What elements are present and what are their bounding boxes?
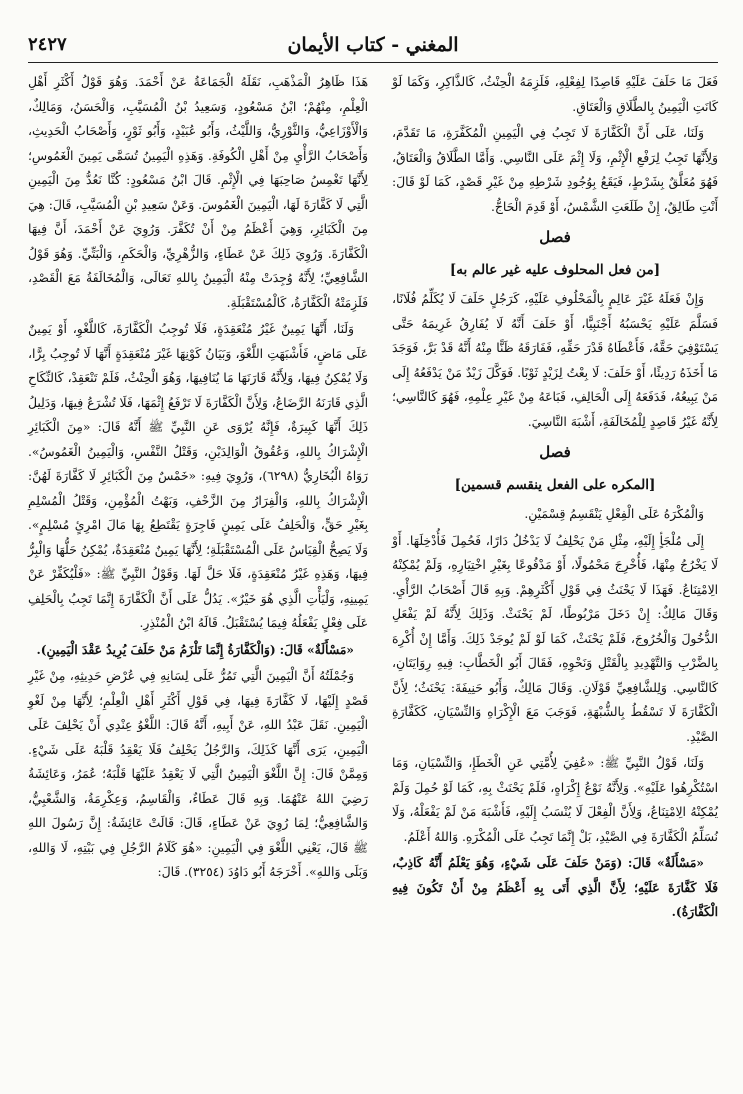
paragraph: وَإِنْ فَعَلَهُ غَيْرَ عَالِمٍ بِالْمَحْلُوفِ عَلَيْهِ، كَرَجُلٍ حَلَفَ لَا يُكَلِّمُ فُلَانًا، فَسَلَّمَ عَلَيْهِ يَحْسَبُهُ أَجْنَبِيًّا، أَوْ حَلَفَ أَنَّهُ لَا يُفَارِقُ غَرِيمَهُ حَتَّى يَسْتَوْفِيَ حَقَّهُ، فَأَعْطَاهُ قَدْرَ حَقِّهِ، فَفَارَقَهُ ظَنًّا مِنْهُ أَنَّهُ قَدْ بَرَّ، فَوَجَدَ مَا أَخَذَهُ رَدِيئًا، أَوْ حَلَفَ: لَا بِعْتُ لِزَيْدٍ ثَوْبًا. فَوَكَّلَ زَيْدٌ مَنْ يَدْفَعُهُ إِلَى مَنْ يَبِيعُهُ، فَدَفَعَهُ إِلَى الْحَالِفِ، فَبَاعَهُ مِنْ غَيْرِ عِلْمِهِ، فَهُوَ كَالنَّاسِي؛ لِأَنَّهُ غَيْرُ قَاصِدٍ لِلْمُخَالَفَةِ، أَشْبَهَ النَّاسِيَ.	[392, 292, 718, 429]
masala-label: «مَسْأَلَةٌ» قَالَ:	[627, 855, 704, 870]
section-subtitle: [من فعل المحلوف عليه غير عالم به]	[449, 262, 661, 278]
masala-label: «مَسْأَلَةٌ» قَالَ:	[279, 641, 354, 657]
paragraph: وَلَنَا، قَوْلُ النَّبِيِّ ﷺ: «عُفِيَ لِأُمَّتِي عَنِ الْخَطَإِ، وَالنِّسْيَانِ، وَمَا اسْتُكْرِهُوا عَلَيْهِ». وَلِأَنَّهُ نَوْعُ إِكْرَاهٍ، فَلَمْ يَحْنَثْ بِهِ، كَمَا لَوْ حُمِلَ وَلَمْ يُمْكِنْهُ الِامْتِنَاعُ، وَلِأَنَّ الْفِعْلَ لَا يُنْسَبُ إِلَيْهِ، فَأَشْبَهَ مَنْ لَمْ يَفْعَلْهُ، وَلَا نُسَلِّمُ الْكَفَّارَةَ فِي الصَّيْدِ، بَلْ إِنَّمَا تَجِبُ عَلَى الْمُكْرَهِ. وَاللهُ أَعْلَمُ.	[392, 756, 718, 844]
right-column	[392, 70, 718, 927]
masala-paragraph	[28, 638, 368, 663]
paragraph: وَجُمْلَتُهُ أَنَّ الْيَمِينَ الَّتِي تَمُرُّ عَلَى لِسَانِهِ فِي عُرْضِ حَدِيثِهِ، مِنْ غَيْرِ قَصْدٍ إِلَيْهَا، لَا كَفَّارَةَ فِيهَا، فِي قَوْلِ أَكْثَرِ أَهْلِ الْعِلْمِ؛ لِأَنَّهَا مِنْ لَغْوِ الْيَمِينِ. نَقَلَ عَبْدُ اللهِ، عَنْ أَبِيهِ، أَنَّهُ قَالَ: اللَّغْوُ عِنْدِي أَنْ يَحْلِفَ عَلَى الْيَمِينِ، يَرَى أَنَّهَا كَذَلِكَ، وَالرَّجُلُ يَحْلِفُ فَلَا يَعْقِدُ قَلْبَهُ عَلَى شَيْءٍ. وَمِمَّنْ قَالَ: إِنَّ اللَّغْوَ الْيَمِينُ الَّتِي لَا يَعْقِدُ عَلَيْهَا قَلْبَهُ؛ عُمَرُ، وَعَائِشَةُ رَضِيَ اللهُ عَنْهُمَا. وَبِهِ قَالَ عَطَاءٌ، وَالْقَاسِمُ، وَعِكْرِمَةُ، وَالشَّعْبِيُّ، وَالشَّافِعِيُّ؛ لِمَا رُوِيَ عَنْ عَطَاءٍ، قَالَ: قَالَتْ عَائِشَةُ: إِنَّ رَسُولَ اللهِ ﷺ قَالَ، يَعْنِي اللَّغْوَ فِي الْيَمِينِ: «هُوَ كَلَامُ الرَّجُلِ فِي بَيْتِهِ، لَا وَاللهِ، وَبَلَى وَاللهِ». أَخْرَجَهُ أَبُو دَاوُدَ (٣٢٥٤). قَالَ:	[28, 669, 368, 879]
masala-text: (وَالْكَفَّارَةُ إِنَّمَا تَلْزَمُ مَنْ حَلَفَ يُرِيدُ عَقْدَ الْيَمِينِ).	[36, 641, 276, 657]
masala-text: (وَمَنْ حَلَفَ عَلَى شَيْءٍ، وَهُوَ يَعْلَمُ أَنَّهُ كَاذِبٌ، فَلَا كَفَّارَةَ عَلَيْهِ؛ لِأَنَّ الَّذِي أَتَى بِهِ أَعْظَمُ مِنْ أَنْ تَكُونَ فِيهِ الْكَفَّارَةُ).	[392, 855, 718, 919]
paragraph: وَالْمُكْرَهُ عَلَى الْفِعْلِ يَنْقَسِمُ قِسْمَيْنِ.	[524, 507, 704, 521]
paragraph: وَلَنَا، أَنَّهَا يَمِينٌ غَيْرُ مُنْعَقِدَةٍ، فَلَا تُوجِبُ الْكَفَّارَةَ، كَاللَّغْوِ، أَوْ يَمِينٌ عَلَى مَاضٍ، فَأَشْبَهَتِ اللَّغْوَ، وَبَيَانُ كَوْنِهَا غَيْرَ مُنْعَقِدَةٍ أَنَّهَا لَا تُوجِبُ بِرًّا، وَلَا يُمْكِنُ فِيهَا، وَلِأَنَّهُ قَارَنَهَا مَا يُنَافِيهَا، وَهُوَ الْحِنْثُ، فَلَمْ تَنْعَقِدْ، كَالنِّكَاحِ الَّذِي قَارَنَهُ الرَّضَاعُ، وَلِأَنَّ الْكَفَّارَةَ لَا تَرْفَعُ إِثْمَهَا، فَلَا تُشْرَعُ فِيهَا، وَدَلِيلُ ذَلِكَ أَنَّهَا كَبِيرَةٌ، فَإِنَّهُ يُرْوَى عَنِ النَّبِيِّ ﷺ أَنَّهُ قَالَ: «مِنَ الْكَبَائِرِ الْإِشْرَاكُ بِاللهِ، وَعُقُوقُ الْوَالِدَيْنِ، وَقَتْلُ النَّفْسِ، وَالْيَمِينُ الْغَمُوسُ». رَوَاهُ الْبُخَارِيُّ (٦٢٩٨)، وَرُوِيَ فِيهِ: «خَمْسٌ مِنَ الْكَبَائِرِ لَا كَفَّارَةَ لَهُنَّ: الْإِشْرَاكُ بِاللهِ، وَالْفِرَارُ مِنَ الزَّحْفِ، وَبَهْتُ الْمُؤْمِنِ، وَقَتْلُ الْمُسْلِمِ بِغَيْرِ حَقٍّ، وَالْحَلِفُ عَلَى يَمِينٍ فَاجِرَةٍ يَقْتَطِعُ بِهَا مَالَ امْرِئٍ مُسْلِمٍ». وَلَا يَصِحُّ الْقِيَاسُ عَلَى الْمُسْتَقْبَلَةِ؛ لِأَنَّهَا يَمِينٌ مُنْعَقِدَةٌ، يُمْكِنُ حَلُّهَا وَالْبِرُّ فِيهَا، وَهَذِهِ غَيْرُ مُنْعَقِدَةٍ، فَلَا حَلَّ لَهَا. وَقَوْلُ النَّبِيِّ ﷺ: «فَلْيُكَفِّرْ عَنْ يَمِينِهِ، وَلْيَأْتِ الَّذِي هُوَ خَيْرٌ». يَدُلُّ عَلَى أَنَّ الْكَفَّارَةَ إِنَّمَا تَجِبُ بِالْحَلِفِ عَلَى فِعْلٍ يَفْعَلُهُ فِيمَا يُسْتَقْبَلُ. قَالَهُ ابْنُ الْمُنْذِرِ.	[28, 322, 368, 630]
paragraph: فَعَلَ مَا حَلَفَ عَلَيْهِ قَاصِدًا لِفِعْلِهِ، فَلَزِمَهُ الْحِنْثُ، كَالذَّاكِرِ، وَكَمَا لَوْ كَانَتِ الْيَمِينُ بِالطَّلَاقِ وَالْعَتَاقِ.	[392, 75, 718, 114]
section-subtitle: [المكره على الفعل ينقسم قسمين]	[454, 477, 656, 493]
masala-paragraph	[392, 851, 718, 925]
page-number: ٢٤٢٧	[28, 34, 67, 55]
header-rule	[28, 62, 718, 63]
paragraph: هَذَا ظَاهِرُ الْمَذْهَبِ، نَقَلَهُ الْجَمَاعَةُ عَنْ أَحْمَدَ. وَهُوَ قَوْلُ أَكْثَرِ أَهْلِ الْعِلْمِ، مِنْهُمْ؛ ابْنُ مَسْعُودٍ، وَسَعِيدُ بْنُ الْمُسَيَّبِ، وَالْحَسَنُ، وَمَالِكٌ، وَالْأَوْزَاعِيُّ، وَالثَّوْرِيُّ، وَاللَّيْثُ، وَأَبُو عُبَيْدٍ، وَأَبُو ثَوْرٍ، وَأَصْحَابُ الْحَدِيثِ، وَأَصْحَابُ الرَّأْيِ مِنْ أَهْلِ الْكُوفَةِ. وَهَذِهِ الْيَمِينُ تُسَمَّى يَمِينَ الْغَمُوسِ؛ لِأَنَّهَا تَغْمِسُ صَاحِبَهَا فِي الْإِثْمِ. قَالَ ابْنُ مَسْعُودٍ: كُنَّا نَعُدُّ مِنَ الْيَمِينِ الَّتِي لَا كَفَّارَةَ لَهَا، الْيَمِينَ الْغَمُوسَ. وَعَنْ سَعِيدِ بْنِ الْمُسَيَّبِ، قَالَ: هِيَ مِنَ الْكَبَائِرِ، وَهِيَ أَعْظَمُ مِنْ أَنْ تُكَفَّرَ. وَرُوِيَ عَنْ أَحْمَدَ، أَنَّ فِيهَا الْكَفَّارَةَ. وَرُوِيَ ذَلِكَ عَنْ عَطَاءٍ، وَالزُّهْرِيِّ، وَالْحَكَمِ، وَالْبَتِّيِّ. وَهُوَ قَوْلُ الشَّافِعِيِّ؛ لِأَنَّهُ وُجِدَتْ مِنْهُ الْيَمِينُ بِاللهِ تَعَالَى، وَالْمُخَالَفَةُ مَعَ الْقَصْدِ، فَلَزِمَتْهُ الْكَفَّارَةُ، كَالْمُسْتَقْبَلَةِ.	[28, 75, 368, 310]
section-title: فصل	[539, 443, 571, 461]
left-column	[28, 70, 368, 887]
paragraph: إِلَى مُلْجَأٍ إِلَيْهِ، مِثْلِ مَنْ يَحْلِفُ لَا يَدْخُلُ دَارًا، فَحُمِلَ فَأُدْخِلَهَا. أَوْ لَا يَخْرُجُ مِنْهَا، فَأُخْرِجَ مَحْمُولًا، أَوْ مَدْفُوعًا بِغَيْرِ اخْتِيَارِهِ، وَلَمْ يُمْكِنْهُ الِامْتِنَاعُ. فَهَذَا لَا يَحْنَثُ فِي قَوْلِ أَكْثَرِهِمْ. وَبِهِ قَالَ أَصْحَابُ الرَّأْيِ. وَقَالَ مَالِكٌ: إِنْ دَخَلَ مَرْبُوطًا، لَمْ يَحْنَثْ. وَذَلِكَ لِأَنَّهُ لَمْ يَفْعَلِ الدُّخُولَ وَالْخُرُوجَ، فَلَمْ يَحْنَثْ، كَمَا لَوْ لَمْ يُوجَدْ ذَلِكَ. وَأَمَّا إِنْ أُكْرِهَ بِالضَّرْبِ وَالتَّهْدِيدِ بِالْقَتْلِ وَنَحْوِهِ، فَقَالَ أَبُو الْخَطَّابِ: فِيهِ رِوَايَتَانِ، كَالنَّاسِي. وَلِلشَّافِعِيِّ قَوْلَانِ. وَقَالَ مَالِكٌ، وَأَبُو حَنِيفَةَ: يَحْنَثُ؛ لِأَنَّ الْكَفَّارَةَ لَا تَسْقُطُ بِالشُّبْهَةِ، فَوَجَبَ مَعَ الْإِكْرَاهِ وَالنِّسْيَانِ، كَكَفَّارَةِ الصَّيْدِ.	[392, 533, 718, 744]
page-header	[28, 30, 718, 60]
section-title: فصل	[539, 228, 571, 246]
paragraph: وَلَنَا، عَلَى أَنَّ الْكَفَّارَةَ لَا تَجِبُ فِي الْيَمِينِ الْمُكَفَّرَةِ، مَا تَقَدَّمَ، وَلِأَنَّهَا تَجِبُ لِرَفْعِ الْإِثْمِ، وَلَا إِثْمَ عَلَى النَّاسِي. وَأَمَّا الطَّلَاقُ وَالْعَتَاقُ، فَهُوَ مُعَلَّقٌ بِشَرْطٍ، فَيَقَعُ بِوُجُودِ شَرْطِهِ مِنْ غَيْرِ قَصْدٍ، كَمَا لَوْ قَالَ: أَنْتِ طَالِقٌ، إِنْ طَلَعَتِ الشَّمْسُ، أَوْ قَدِمَ الْحَاجُّ.	[392, 126, 718, 214]
book-title: المغني - كتاب الأيمان	[287, 34, 459, 56]
